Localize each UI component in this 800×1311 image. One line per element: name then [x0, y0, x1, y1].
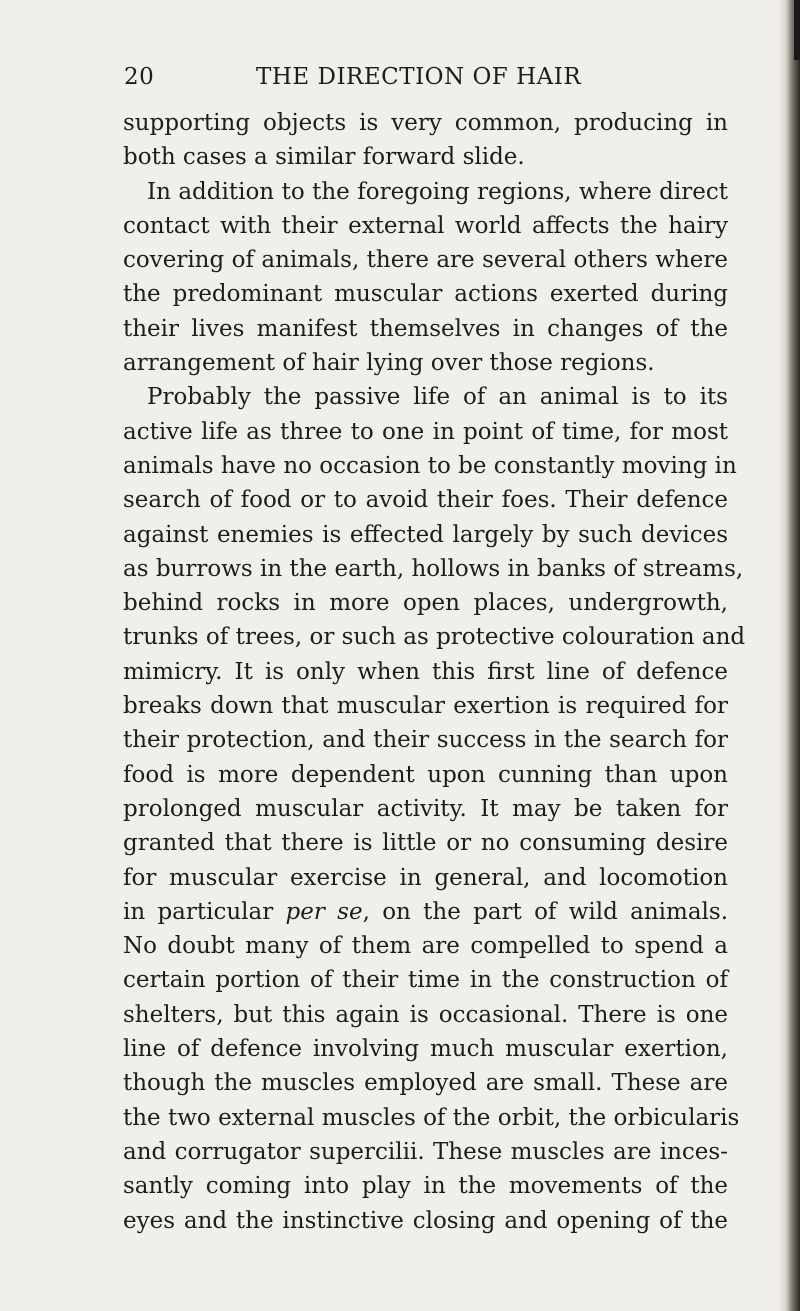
text-run: , on the part of wild animals.	[362, 898, 729, 925]
text-line: for muscular exercise in general, and locomotion	[123, 864, 728, 891]
text-line: their protection, and their success in the search for	[123, 727, 728, 754]
text-line: search of food or to avoid their foes. Their defence	[123, 487, 728, 514]
italic-phrase: per se	[285, 898, 363, 925]
text-line: shelters, but this again is occasional. There is one	[123, 1001, 728, 1028]
running-head: THE DIRECTION OF HAIR	[256, 64, 582, 90]
text-line: though the muscles employed are small. These are	[123, 1070, 728, 1097]
text-line: against enemies is effected largely by such devices	[123, 521, 728, 548]
text-line: certain portion of their time in the construction of	[123, 967, 728, 994]
text-run: in particular	[123, 898, 286, 925]
body-text	[123, 106, 746, 1238]
text-line: In addition to the foregoing regions, where direct	[147, 178, 728, 205]
text-line: eyes and the instinctive closing and opening of the	[123, 1207, 728, 1234]
text-line: contact with their external world affects the hairy	[123, 212, 728, 239]
text-line: Probably the passive life of an animal is to its	[147, 384, 728, 411]
text-line: animals have no occasion to be constantly moving in	[123, 452, 737, 479]
text-line: prolonged muscular activity. It may be taken for	[123, 795, 728, 822]
text-line: mimicry. It is only when this first line of defence	[123, 658, 728, 685]
text-line: both cases a similar forward slide.	[123, 144, 525, 171]
text-line: breaks down that muscular exertion is required for	[123, 693, 728, 720]
text-line: line of defence involving much muscular exertion,	[123, 1036, 728, 1063]
text-line: behind rocks in more open places, undergrowth,	[123, 590, 728, 617]
text-line: the predominant muscular actions exerted during	[123, 281, 728, 308]
text-line: santly coming into play in the movements of the	[123, 1173, 728, 1200]
text-line: as burrows in the earth, hollows in banks of streams,	[123, 555, 744, 582]
text-line: trunks of trees, or such as protective colouration and	[123, 624, 746, 651]
text-line: their lives manifest themselves in changes of the	[123, 315, 728, 342]
text-line: the two external muscles of the orbit, the orbicularis	[123, 1104, 740, 1131]
text-line: active life as three to one in point of time, for most	[123, 418, 728, 445]
page-number: 20	[124, 64, 155, 90]
text-line-with-italic	[123, 895, 728, 929]
text-line: supporting objects is very common, producing in	[123, 110, 728, 136]
text-line: arrangement of hair lying over those regions.	[123, 350, 655, 377]
text-line: granted that there is little or no consuming desire	[123, 830, 728, 857]
page-edge-shadow	[778, 0, 800, 1311]
text-line: food is more dependent upon cunning than upon	[123, 761, 728, 788]
text-line: covering of animals, there are several others where	[123, 247, 728, 274]
page-header	[124, 62, 728, 102]
text-line: and corrugator supercilii. These muscles are inces-	[123, 1138, 728, 1165]
text-line: No doubt many of them are compelled to spend a	[123, 933, 728, 960]
